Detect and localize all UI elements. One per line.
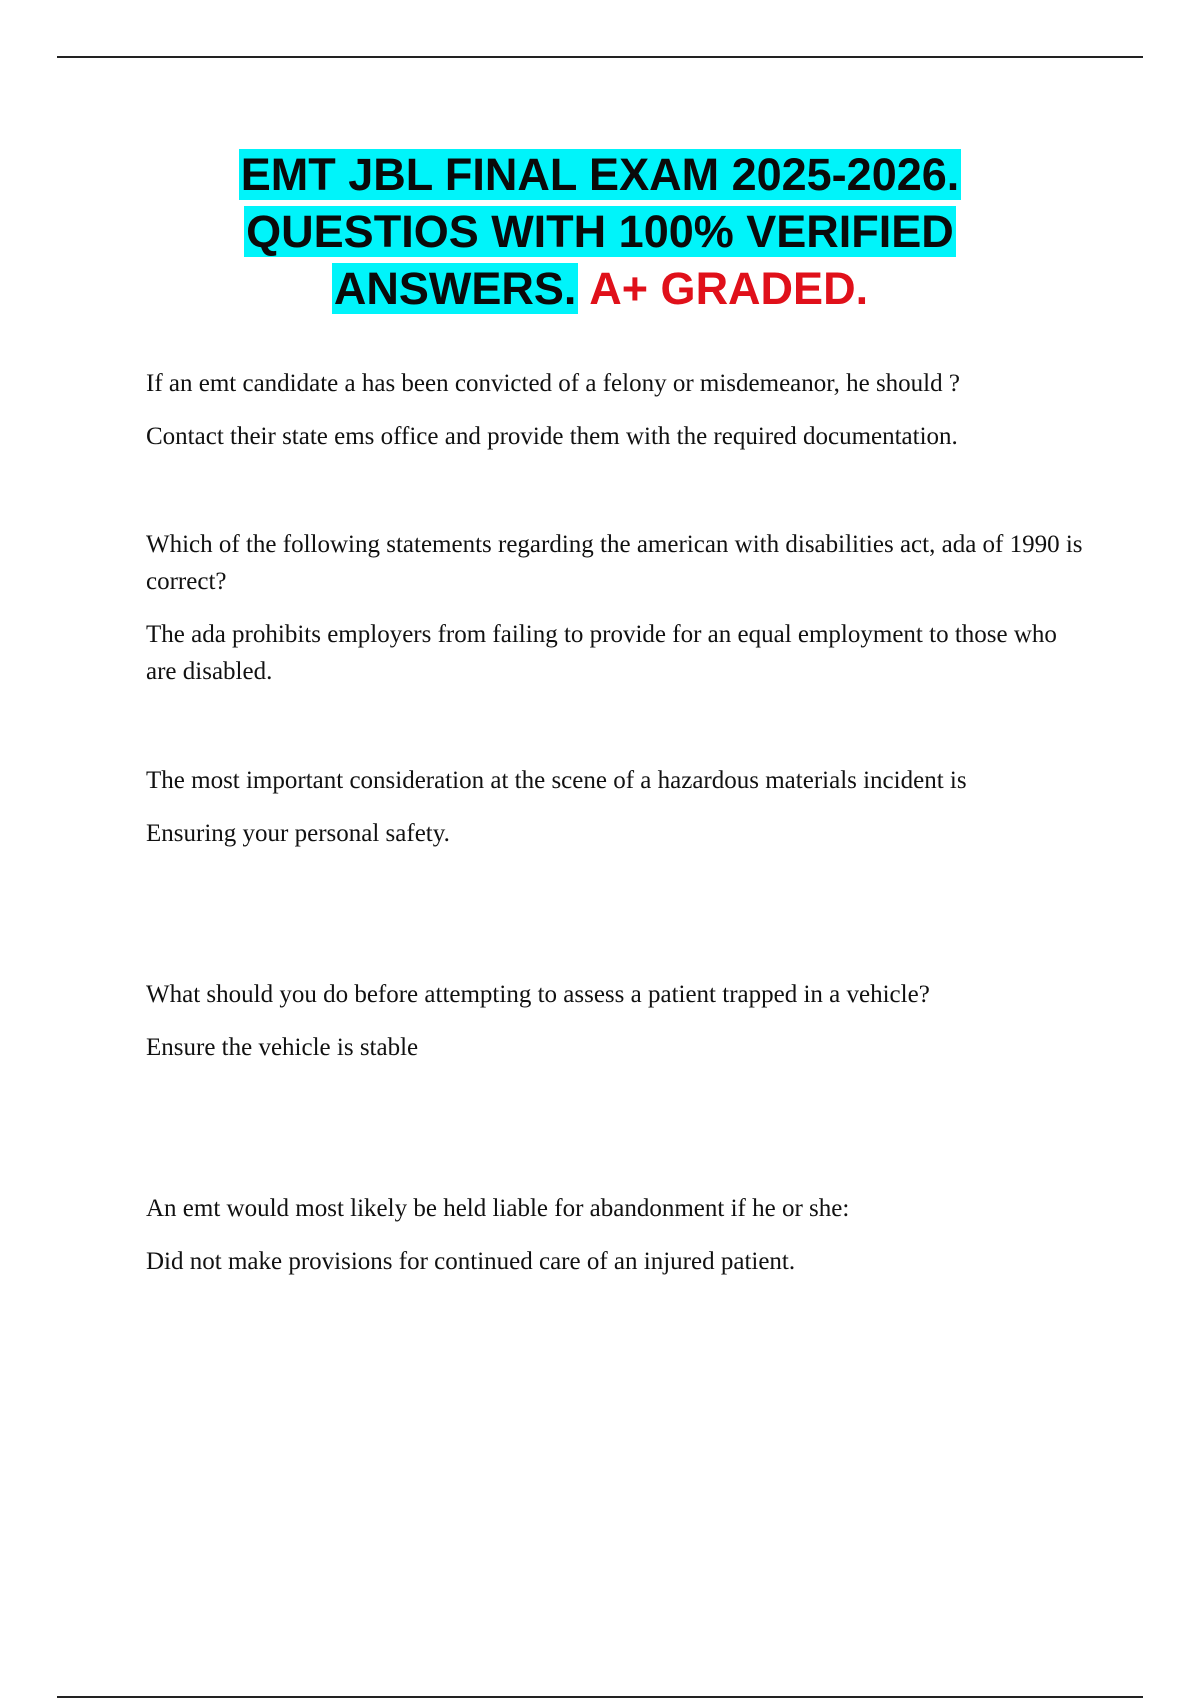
answer-text: Ensuring your personal safety. [146, 820, 450, 847]
qa-item-4 [146, 976, 1086, 1066]
answer-text: Contact their state ems office and provide them with the required documentation. [146, 423, 958, 450]
question-text: An emt would most likely be held liable for abandonment if he or she: [146, 1195, 850, 1222]
title-line-3: ANSWERS. [333, 263, 577, 314]
answer-text: Did not make provisions for continued care of an injured patient. [146, 1248, 796, 1275]
title-line-1: EMT JBL FINAL EXAM 2025-2026. [240, 149, 960, 200]
title-line-2: QUESTIOS WITH 100% VERIFIED [246, 206, 954, 257]
answer-text: Ensure the vehicle is stable [146, 1034, 419, 1061]
qa-item-2 [146, 526, 1086, 690]
qa-item-3 [146, 762, 1086, 852]
answer-text: The ada prohibits employers from failing to provide for an equal employment to those who are disabled. [146, 621, 1057, 685]
question-text: The most important consideration at the scene of a hazardous materials incident is [146, 767, 967, 794]
question-text: If an emt candidate a has been convicted of a felony or misdemeanor, he should ? [146, 370, 960, 397]
bottom-rule [57, 1696, 1143, 1698]
top-rule [57, 56, 1143, 58]
qa-item-1 [146, 365, 1086, 455]
qa-item-5 [146, 1190, 1086, 1280]
question-text: Which of the following statements regarding the american with disabilities act, ada of 1990 is correct? [146, 531, 1083, 595]
grade-label: A+ GRADED. [589, 263, 869, 314]
document-title [0, 146, 1200, 317]
question-text: What should you do before attempting to assess a patient trapped in a vehicle? [146, 981, 930, 1008]
